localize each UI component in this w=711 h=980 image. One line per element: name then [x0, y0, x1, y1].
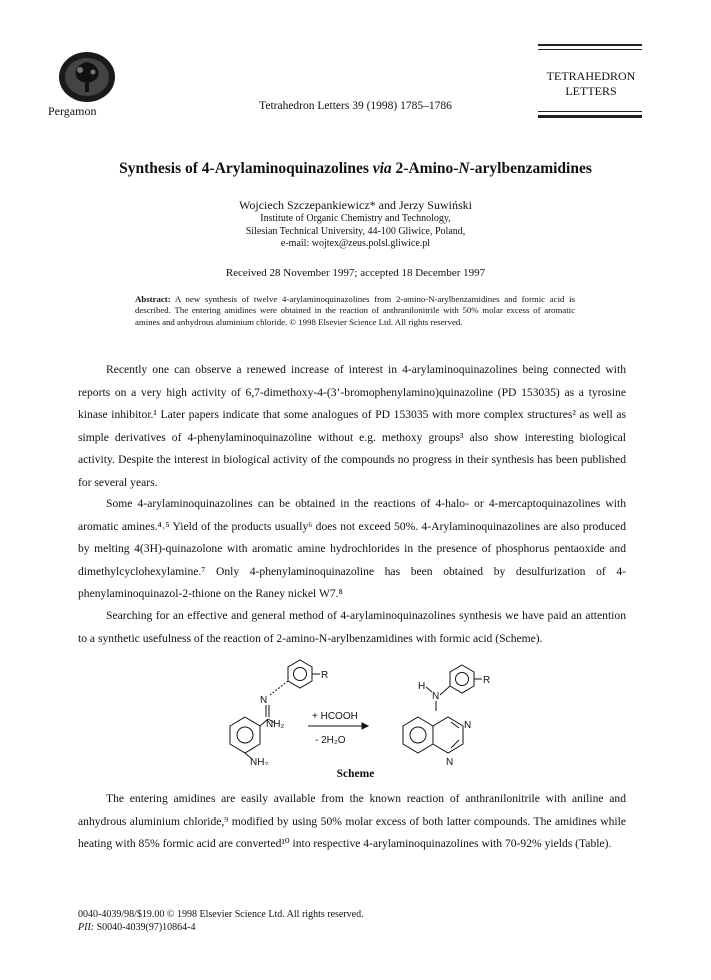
- journal-rule-top: [538, 44, 642, 46]
- journal-name-line2: LETTERS: [565, 84, 617, 98]
- abstract-text: A new synthesis of twelve 4-arylaminoquinazolines from 2-amino-N-arylbenzamidines and formic acid is described. The entering amidines were obtained in the reaction of anthranilonitrile with 50% molar excess of aromatic amines and anhydrous aluminium chloride. © 1998 Elsevier Science Ltd. All rights reserved.: [135, 294, 576, 327]
- atom-label: H: [418, 681, 426, 692]
- body-paragraph: Searching for an effective and general method of 4-arylaminoquinazolines synthesis we have paid an attention to a synthetic usefulness of the reaction of 2-amino-N-arylbenzamidines with formic acid (Scheme).: [78, 609, 626, 645]
- pii-label: PII:: [78, 922, 95, 933]
- abstract-label: Abstract:: [135, 294, 171, 304]
- reagent-label: + HCOOH: [312, 711, 358, 722]
- atom-label: N: [432, 691, 440, 702]
- publisher-name: Pergamon: [48, 104, 97, 118]
- reaction-scheme-diagram: [200, 655, 520, 765]
- aryl-ring: [450, 665, 474, 693]
- pii-value: S0040-4039(97)10864-4: [96, 922, 196, 933]
- atom-label: N: [260, 695, 268, 706]
- affiliation-line: Institute of Organic Chemistry and Technology,: [260, 213, 451, 224]
- benzene-ring: [403, 717, 433, 753]
- byproduct-label: - 2H₂O: [315, 735, 346, 746]
- atom-label: NH₂: [250, 757, 269, 765]
- atom-label: N: [464, 720, 472, 731]
- affiliation-line: Silesian Technical University, 44-100 Gliwice, Poland,: [245, 225, 466, 237]
- scheme-caption: Scheme: [336, 768, 375, 780]
- aryl-ring: [288, 660, 312, 688]
- journal-citation: Tetrahedron Letters 39 (1998) 1785–1786: [259, 100, 452, 112]
- affiliation: [0, 213, 711, 251]
- paper-title: Synthesis of 4-Arylaminoquinazolines via 2-Amino-N-arylbenzamidines: [119, 160, 592, 177]
- affiliation-email: e-mail: wojtex@zeus.polsl.gliwice.pl: [280, 238, 431, 249]
- body-paragraph: The entering amidines are easily available from the known reaction of anthranilonitrile with aniline and anhydrous aluminium chloride,⁹ modified by using 50% molar excess of both latter compounds. The amidines while heating with 85% formic acid are converted¹⁰ into respective 4-arylaminoquinazolines with 70-92% yields (Table).: [78, 792, 626, 850]
- atom-label: N: [446, 757, 454, 765]
- body-paragraph: Recently one can observe a renewed increase of interest in 4-arylaminoquinazolines being connected with reports on a very high activity of 6,7-dimethoxy-4-(3’-bromophenylamino)quinazoline (PD 153035) as a tyrosine kinase inhibitor.¹ Later papers indicate that some analogues of PD 153035 with more complex structures² as well as simple derivatives of 4-phenylaminoquinazoline without e.g. methoxy groups³ also show interesting biological activity. Despite the interest in biological activity of the compounds no progress in their synthesis has been published for several years.: [78, 363, 626, 489]
- elsevier-tree-logo-icon: [55, 50, 119, 104]
- journal-name-line1: TETRAHEDRON: [546, 69, 636, 83]
- body-paragraph: Some 4-arylaminoquinazolines can be obtained in the reactions of 4-halo- or 4-mercaptoquinazolines with aromatic amines.⁴˒⁵ Yield of the products usually⁶ does not exceed 50%. 4-Arylaminoquinazolines are also produced by melting 4(3H)-quinazolone with aromatic amine hydrochlorides in the presence of phosphorus pentaoxide and dimethylcyclohexylamine.⁷ Only 4-phenylaminoquinazoline has been obtained by desulfurization of 4-phenylaminoquinazol-2-thione on the Raney nickel W7.⁸: [78, 497, 626, 600]
- substituent-label: R: [483, 675, 491, 686]
- journal-name: [535, 69, 647, 99]
- journal-rule-bottom: [538, 115, 642, 118]
- received-dates: Received 28 November 1997; accepted 18 December 1997: [225, 267, 486, 279]
- pyrimidine-ring: [433, 717, 463, 753]
- footer: [78, 908, 364, 934]
- benzene-ring: [230, 717, 260, 753]
- author-list: Wojciech Szczepankiewicz* and Jerzy Suwiński: [239, 198, 472, 212]
- atom-label: NH₂: [266, 719, 285, 730]
- substituent-label: R: [321, 670, 329, 681]
- pii-line: [78, 921, 364, 934]
- journal-rule-bottom-thin: [538, 111, 642, 112]
- journal-rule-top-thin: [538, 49, 642, 50]
- abstract: [135, 294, 575, 328]
- copyright-line: 0040-4039/98/$19.00 © 1998 Elsevier Science Ltd. All rights reserved.: [78, 909, 364, 920]
